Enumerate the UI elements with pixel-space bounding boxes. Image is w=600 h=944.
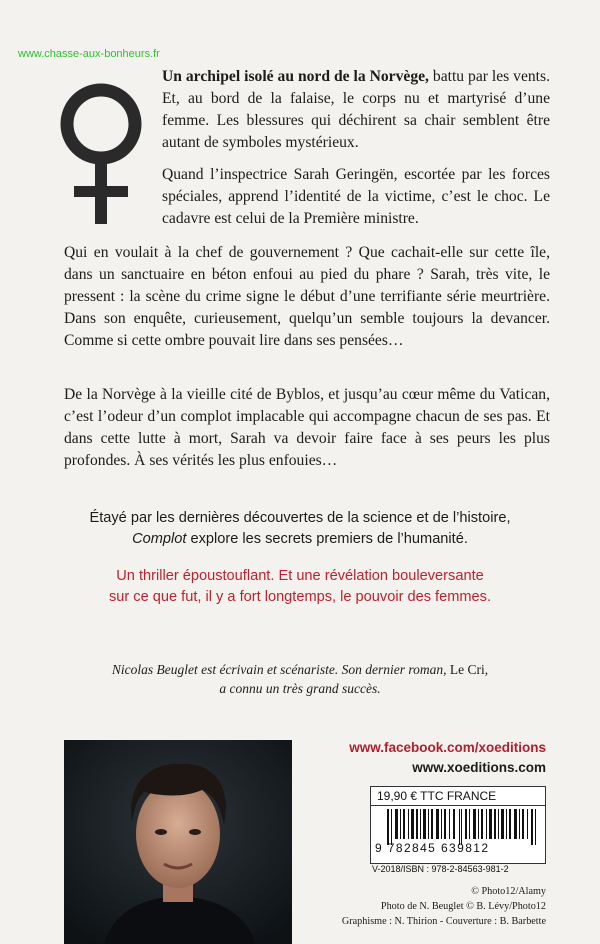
intro-rest: battu par les vents. Et, au bord de la falaise, le corps nu et martyrisé d’une femme. Les blessures qui déchirent sa chair semblent être autant de symboles mystérieux. (162, 68, 550, 151)
bio-line1: Nicolas Beuglet est écrivain et scénariste. Son dernier roman, (111, 662, 447, 677)
barcode-icon (387, 809, 537, 845)
isbn-label: V-2018/ISBN : 978-2-84563-981-2 (372, 864, 509, 874)
journey-paragraph: De la Norvège à la vieille cité de Byblos, et jusqu’au cœur même du Vatican, c’est l’odeur d’un complot implacable qui accompagne chacun de ses pas. Et dans cette lutte à mort, Sarah va devoir faire face à ses peurs les plus profondes. À ses vérités les plus enfouies… (64, 386, 550, 469)
publisher-links (349, 738, 546, 778)
summary-line1: Étayé par les dernières découvertes de la science et de l’histoire, (89, 510, 511, 526)
facebook-link[interactable]: www.facebook.com/xoeditions (349, 740, 546, 755)
venus-symbol-icon (52, 78, 150, 228)
author-bio (40, 660, 560, 698)
price-label: 19,90 € TTC FRANCE (377, 789, 497, 803)
watermark-url: www.chasse-aux-bonheurs.fr (18, 48, 160, 60)
website-link[interactable]: www.xoeditions.com (412, 760, 546, 775)
bio-comma: , (484, 662, 489, 677)
inspector-paragraph: Quand l’inspectrice Sarah Geringën, escortée par les forces spéciales, apprend l’identité de la victime, c’est le choc. Le cadavre est celui de la Première ministre. (162, 166, 550, 227)
author-photo (64, 740, 292, 944)
intro-paragraph (162, 66, 550, 154)
summary-text (40, 508, 560, 550)
bio-line2: a connu un très grand succès. (219, 681, 381, 696)
tagline-line1: Un thriller époustouflant. Et une révélation bouleversante (116, 568, 484, 584)
summary-line2: explore les secrets premiers de l’humanité. (186, 531, 468, 547)
price-divider (371, 805, 545, 806)
tagline-line2: sur ce que fut, il y a fort longtemps, le pouvoir des femmes. (108, 589, 492, 605)
credit-line3: Graphisme : N. Thirion - Couverture : B. Barbette (341, 916, 546, 927)
credit-line1: © Photo12/Alamy (471, 886, 546, 897)
barcode-panel (370, 786, 546, 864)
intro-lead: Un archipel isolé au nord de la Norvège, (162, 68, 429, 85)
book-title: Complot (132, 531, 187, 547)
previous-book-title: Le Cri (449, 662, 485, 677)
barcode-digits: 9 782845 639812 (375, 841, 490, 855)
photo-credits (342, 884, 546, 929)
credit-line2: Photo de N. Beuglet © B. Lévy/Photo12 (380, 901, 546, 912)
investigation-paragraph: Qui en voulait à la chef de gouvernement ? Que cachait-elle sur cette île, dans un sanctuaire en béton enfoui au pied du phare ? Sarah, très vite, le pressent : la scène du crime signe le début d’une terrifiante série meurtrière. Dans son enquête, curieusement, quelqu’un semble toujours la devancer. Comme si cette ombre pouvait lire dans ses pensées… (64, 244, 550, 349)
tagline (40, 566, 560, 608)
